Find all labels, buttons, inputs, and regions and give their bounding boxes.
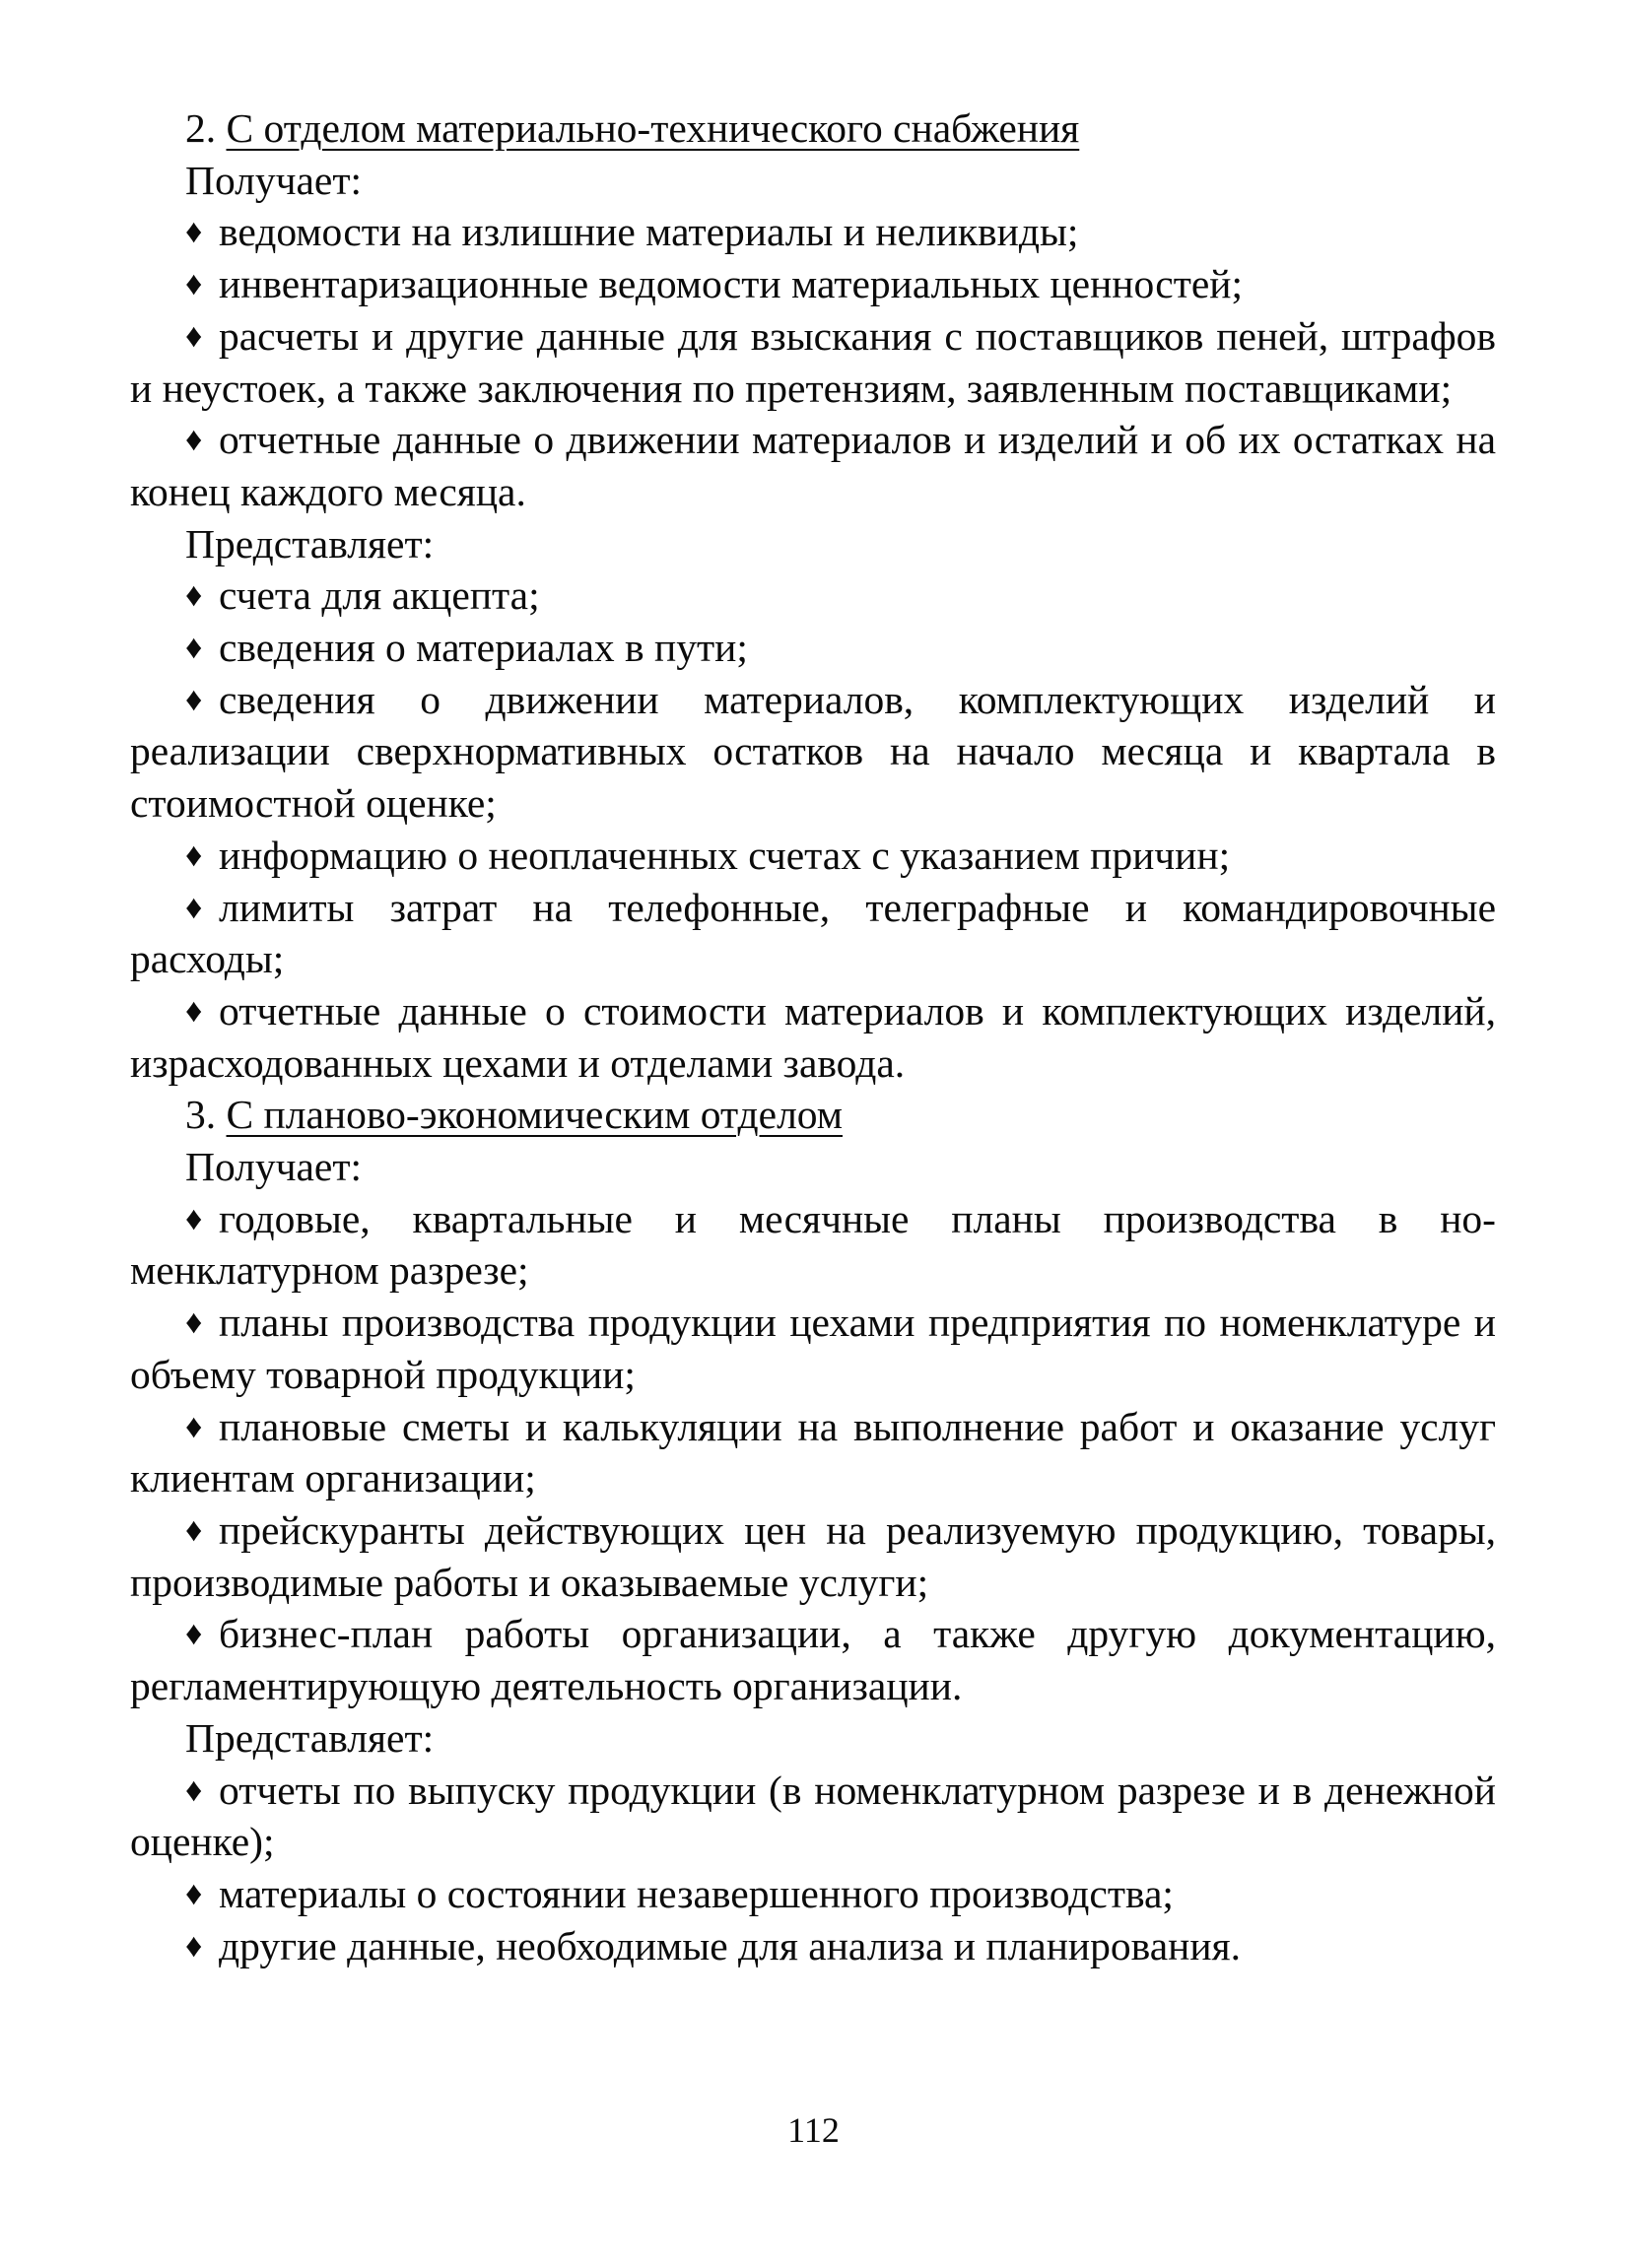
list-item-text: сведения о материалах в пути; (219, 625, 748, 671)
section-title: С отделом материально-технического снабжения (226, 105, 1080, 151)
diamond-bullet-icon: ♦ (185, 992, 203, 1030)
list-item-text: сведения о движении материалов, комплектующих изделий и реализации сверхнормативных остатков на начало месяца и квартала в стоимостной оценке; (130, 676, 1496, 827)
diamond-bullet-icon: ♦ (185, 889, 203, 926)
diamond-bullet-icon: ♦ (185, 1511, 203, 1549)
list-item-text: годовые, квартальные и месячные планы производства в номенклатурном разрезе; (130, 1195, 1496, 1294)
list-item (130, 414, 1496, 517)
diamond-bullet-icon: ♦ (185, 1408, 203, 1445)
list-item-text: прейскуранты действующих цен на реализуемую продукцию, товары, производимые работы и оказываемые услуги; (130, 1506, 1496, 1605)
section-heading (130, 1089, 1496, 1141)
diamond-bullet-icon: ♦ (185, 681, 203, 718)
section-number: 3. (185, 1092, 217, 1138)
diamond-bullet-icon: ♦ (185, 214, 203, 251)
list-item-text: плановые сметы и калькуляции на выполнение работ и оказание услуг клиентам организации; (130, 1403, 1496, 1501)
list-item-text: лимиты затрат на телефонные, телеграфные и командировочные расходы; (130, 884, 1496, 982)
section-heading (130, 102, 1496, 155)
diamond-bullet-icon: ♦ (185, 836, 203, 874)
section-title: С планово-экономическим отделом (226, 1092, 843, 1138)
page-body (130, 102, 1496, 1971)
diamond-bullet-icon: ♦ (185, 422, 203, 459)
list-item (130, 206, 1496, 258)
list-item (130, 985, 1496, 1089)
diamond-bullet-icon: ♦ (185, 1616, 203, 1653)
diamond-bullet-icon: ♦ (185, 630, 203, 667)
diamond-bullet-icon: ♦ (185, 1927, 203, 1965)
list-item-text: информацию о неоплаченных счетах с указанием причин; (219, 832, 1231, 878)
list-item-text: отчетные данные о движении материалов и изделий и об их остатках на конец каждого месяца. (130, 417, 1496, 514)
diamond-bullet-icon: ♦ (185, 1875, 203, 1912)
group-label: Представляет: (185, 520, 435, 567)
list-item-text: отчеты по выпуску продукции (в номенклатурном разрезе и в денежной оценке); (130, 1767, 1496, 1865)
diamond-bullet-icon: ♦ (185, 317, 203, 355)
list-item (130, 1608, 1496, 1711)
list-item (130, 882, 1496, 985)
list-item-text: другие данные, необходимые для анализа и планирования. (219, 1922, 1241, 1968)
list-item (130, 1920, 1496, 1972)
diamond-bullet-icon: ♦ (185, 1771, 203, 1809)
list-item (130, 1401, 1496, 1504)
list-item-text: ведомости на излишние материалы и неликвиды; (219, 209, 1079, 255)
list-item-text: материалы о состоянии незавершенного производства; (219, 1870, 1174, 1916)
list-item (130, 310, 1496, 414)
diamond-bullet-icon: ♦ (185, 1304, 203, 1342)
list-item-text: счета для акцепта; (219, 572, 540, 619)
group-label: Получает: (185, 1144, 363, 1190)
list-item (130, 569, 1496, 622)
list-item-text: планы производства продукции цехами предприятия по номенклатуре и объему товарной продукции; (130, 1300, 1496, 1397)
list-item-text: отчетные данные о стоимости материалов и комплектующих изделий, израсходованных цехами и отделами завода. (130, 987, 1496, 1086)
diamond-bullet-icon: ♦ (185, 577, 203, 615)
section-number: 2. (185, 105, 217, 151)
list-item-text: бизнес-план работы организации, а также другую документацию, регламентирующую деятельность организации. (130, 1611, 1496, 1709)
list-item (130, 1297, 1496, 1400)
list-item (130, 1193, 1496, 1297)
list-item (130, 622, 1496, 674)
diamond-bullet-icon: ♦ (185, 266, 203, 303)
list-item-text: расчеты и другие данные для взыскания с поставщиков пеней, штрафов и неустоек, а также заключения по претензиям, заявленным поставщиками; (130, 312, 1496, 411)
list-item (130, 1868, 1496, 1920)
list-item (130, 1504, 1496, 1608)
group-label: Представляет: (185, 1714, 435, 1761)
list-item-text: инвентаризационные ведомости материальных ценностей; (219, 261, 1243, 307)
list-item (130, 674, 1496, 830)
list-item (130, 1765, 1496, 1868)
diamond-bullet-icon: ♦ (185, 1200, 203, 1237)
list-item (130, 830, 1496, 882)
page-number: 112 (787, 2110, 840, 2150)
list-item (130, 258, 1496, 310)
group-label: Получает: (185, 157, 363, 203)
